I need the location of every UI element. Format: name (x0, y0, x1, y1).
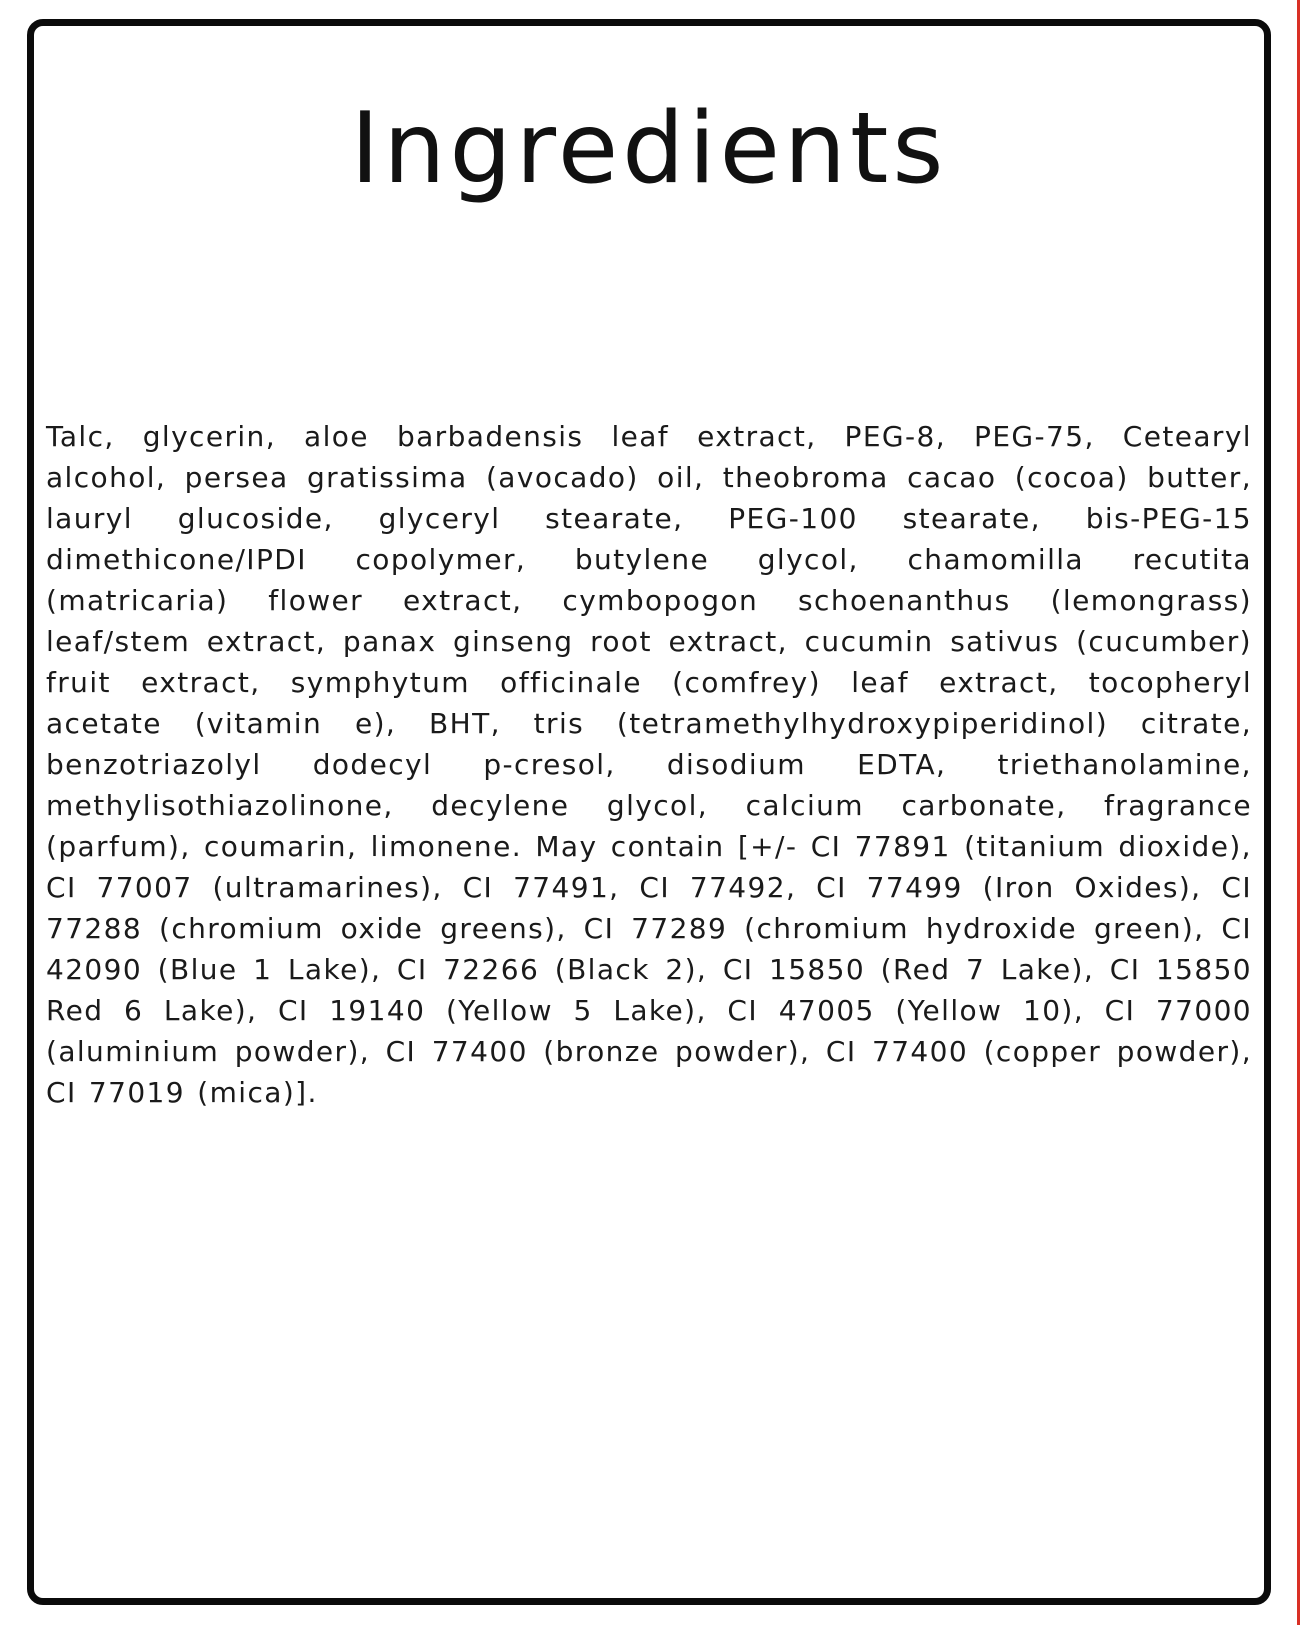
ingredients-list: Talc, glycerin, aloe barbadensis leaf extract, PEG-8, PEG-75, Cetearyl alcohol, persea gratissima (avocado) oil, theobroma cacao (cocoa) butter, lauryl glucoside, glyceryl stearate, PEG-100 stearate, bis-PEG-15 dimethicone/IPDI copolymer, butylene glycol, chamomilla recutita (matricaria) flower extract, cymbopogon schoenanthus (lemongrass) leaf/stem extract, panax ginseng root extract, cucumin sativus (cucumber) fruit extract, symphytum officinale (comfrey) leaf extract, tocopheryl acetate (vitamin e), BHT, tris (tetramethylhydroxypiperidinol) citrate, benzotriazolyl dodecyl p-cresol, disodium EDTA, triethanolamine, methylisothiazolinone, decylene glycol, calcium carbonate, fragrance (parfum), coumarin, limonene. May contain [+/- CI 77891 (titanium dioxide), CI 77007 (ultramarines), CI 77491, CI 77492, CI 77499 (Iron Oxides), CI 77288 (chromium oxide greens), CI 77289 (chromium hydroxide green), CI 42090 (Blue 1 Lake), CI 72266 (Black 2), CI 15850 (Red 7 Lake), CI 15850 Red 6 Lake), CI 19140 (Yellow 5 Lake), CI 47005 (Yellow 10), CI 77000 (aluminium powder), CI 77400 (bronze powder), CI 77400 (copper powder), CI 77019 (mica)]. (46, 420, 1252, 1109)
ingredients-card (27, 19, 1271, 1605)
page-title: Ingredients (350, 92, 948, 206)
